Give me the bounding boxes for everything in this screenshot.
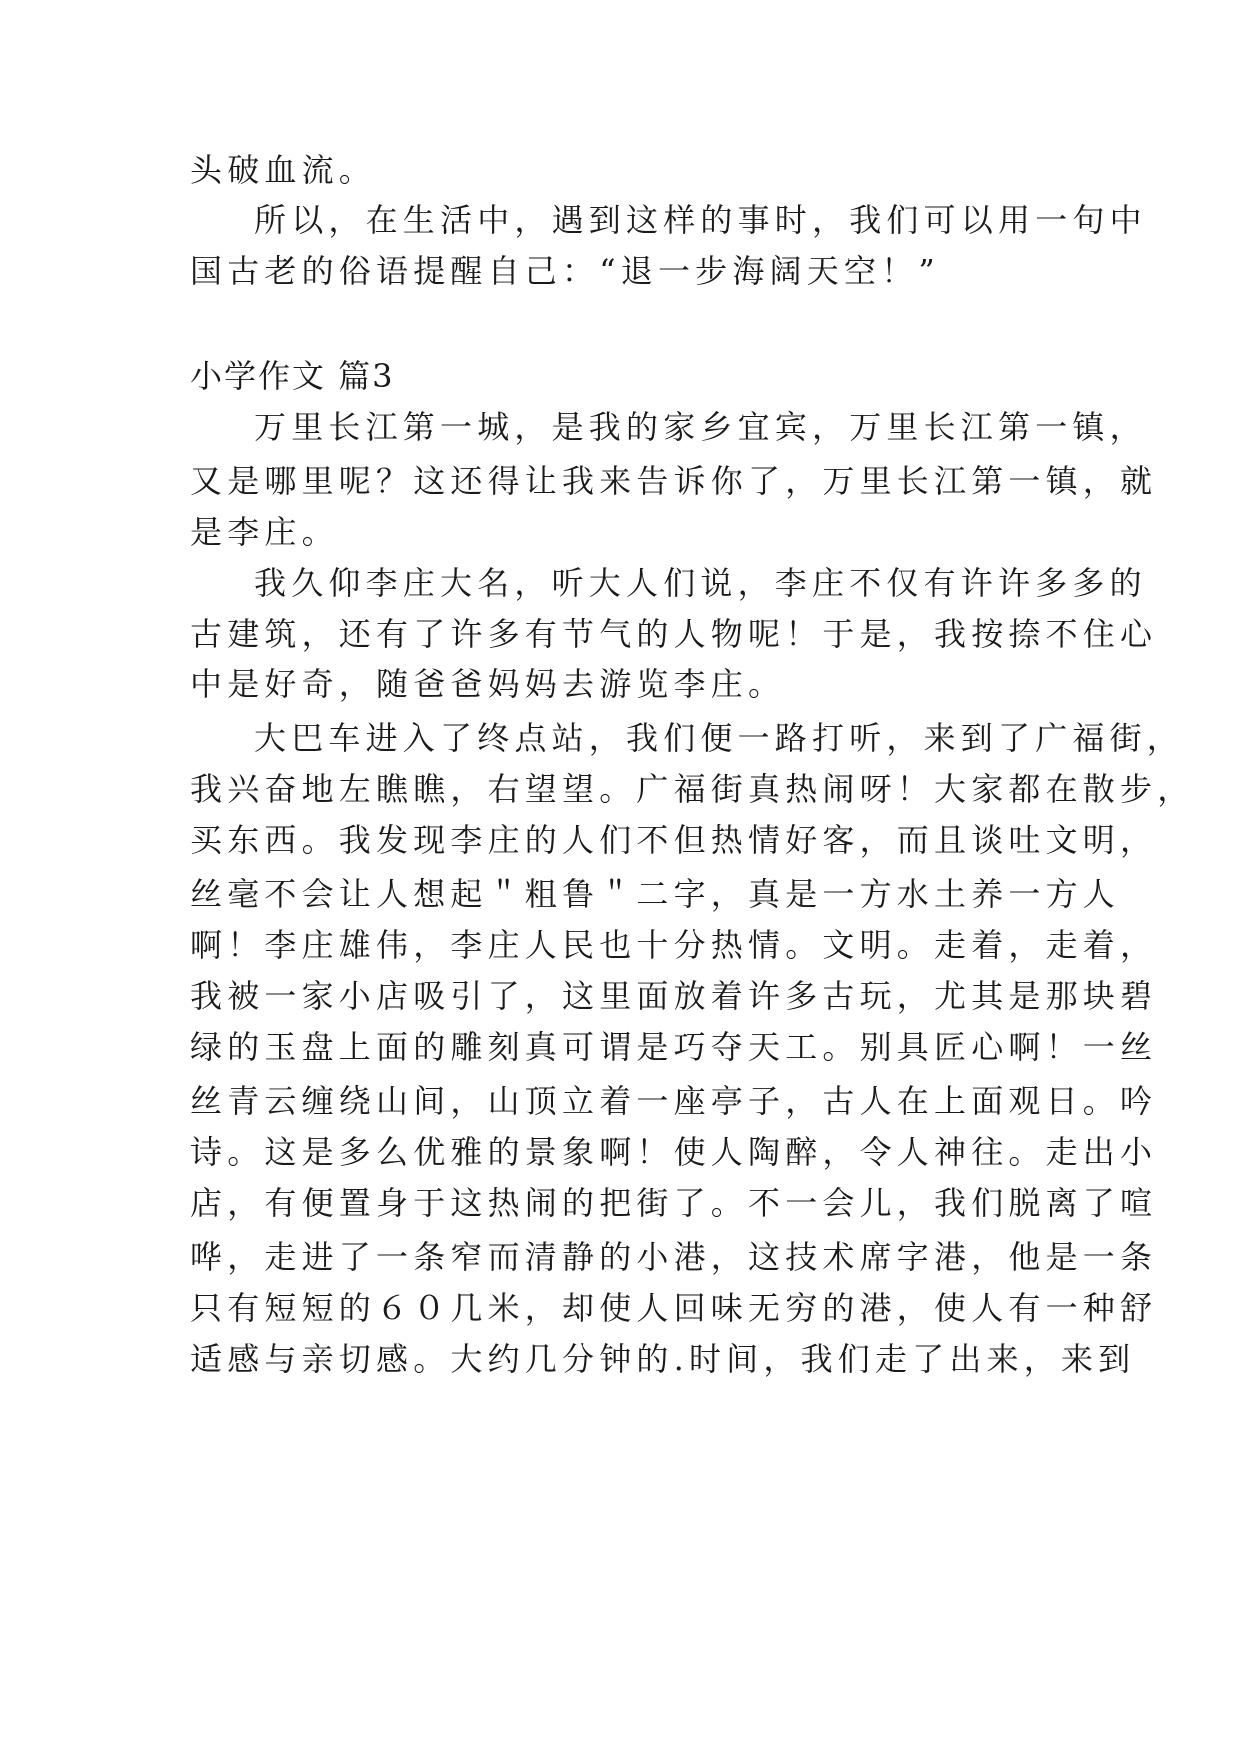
text-line: 丝毫不会让人想起＂粗鲁＂二字，真是一方水土养一方人 [190, 875, 1121, 913]
text-line: 古建筑，还有了许多有节气的人物呢！于是，我按捺不住心 [190, 615, 1158, 653]
text-line: 是李庄。 [190, 513, 339, 551]
text-line: 适感与亲切感。大约几分钟的.时间，我们走了出来，来到 [190, 1340, 1136, 1378]
text-line: 啊！李庄雄伟，李庄人民也十分热情。文明。走着，走着， [190, 926, 1158, 964]
text-line: 我兴奋地左瞧瞧，右望望。广福街真热闹呀！大家都在散步， [190, 770, 1195, 808]
paragraph-first-line: 大巴车进入了终点站，我们便一路打听，来到了广福街， [254, 719, 1185, 757]
text-line: 哗，走进了一条窄而清静的小港，这技术席字港，他是一条 [190, 1238, 1158, 1276]
text-line: 只有短短的６０几米，却使人回味无穷的港，使人有一种舒 [190, 1289, 1158, 1327]
section-heading: 小学作文 篇3 [190, 357, 395, 395]
text-line: 中是好奇，随爸爸妈妈去游览李庄。 [190, 665, 786, 703]
text-line: 丝青云缠绕山间，山顶立着一座亭子，古人在上面观日。吟 [190, 1082, 1158, 1120]
text-line: 头破血流。 [190, 151, 377, 189]
paragraph-first-line: 我久仰李庄大名，听大人们说，李庄不仅有许许多多的 [254, 564, 1147, 602]
paragraph-first-line: 万里长江第一城，是我的家乡宜宾，万里长江第一镇， [254, 408, 1147, 446]
text-line: 买东西。我发现李庄的人们不但热情好客，而且谈吐文明， [190, 821, 1158, 859]
paragraph-first-line: 所以，在生活中，遇到这样的事时，我们可以用一句中 [254, 201, 1147, 239]
text-line: 店，有便置身于这热闹的把街了。不一会儿，我们脱离了喧 [190, 1184, 1158, 1222]
text-line: 我被一家小店吸引了，这里面放着许多古玩，尤其是那块碧 [190, 977, 1158, 1015]
text-line: 又是哪里呢？这还得让我来告诉你了，万里长江第一镇，就 [190, 462, 1158, 500]
text-line: 诗。这是多么优雅的景象啊！使人陶醉，令人神往。走出小 [190, 1133, 1158, 1171]
text-line: 绿的玉盘上面的雕刻真可谓是巧夺天工。别具匠心啊！一丝 [190, 1028, 1158, 1066]
text-line: 国古老的俗语提醒自己：“退一步海阔天空！” [190, 252, 940, 290]
